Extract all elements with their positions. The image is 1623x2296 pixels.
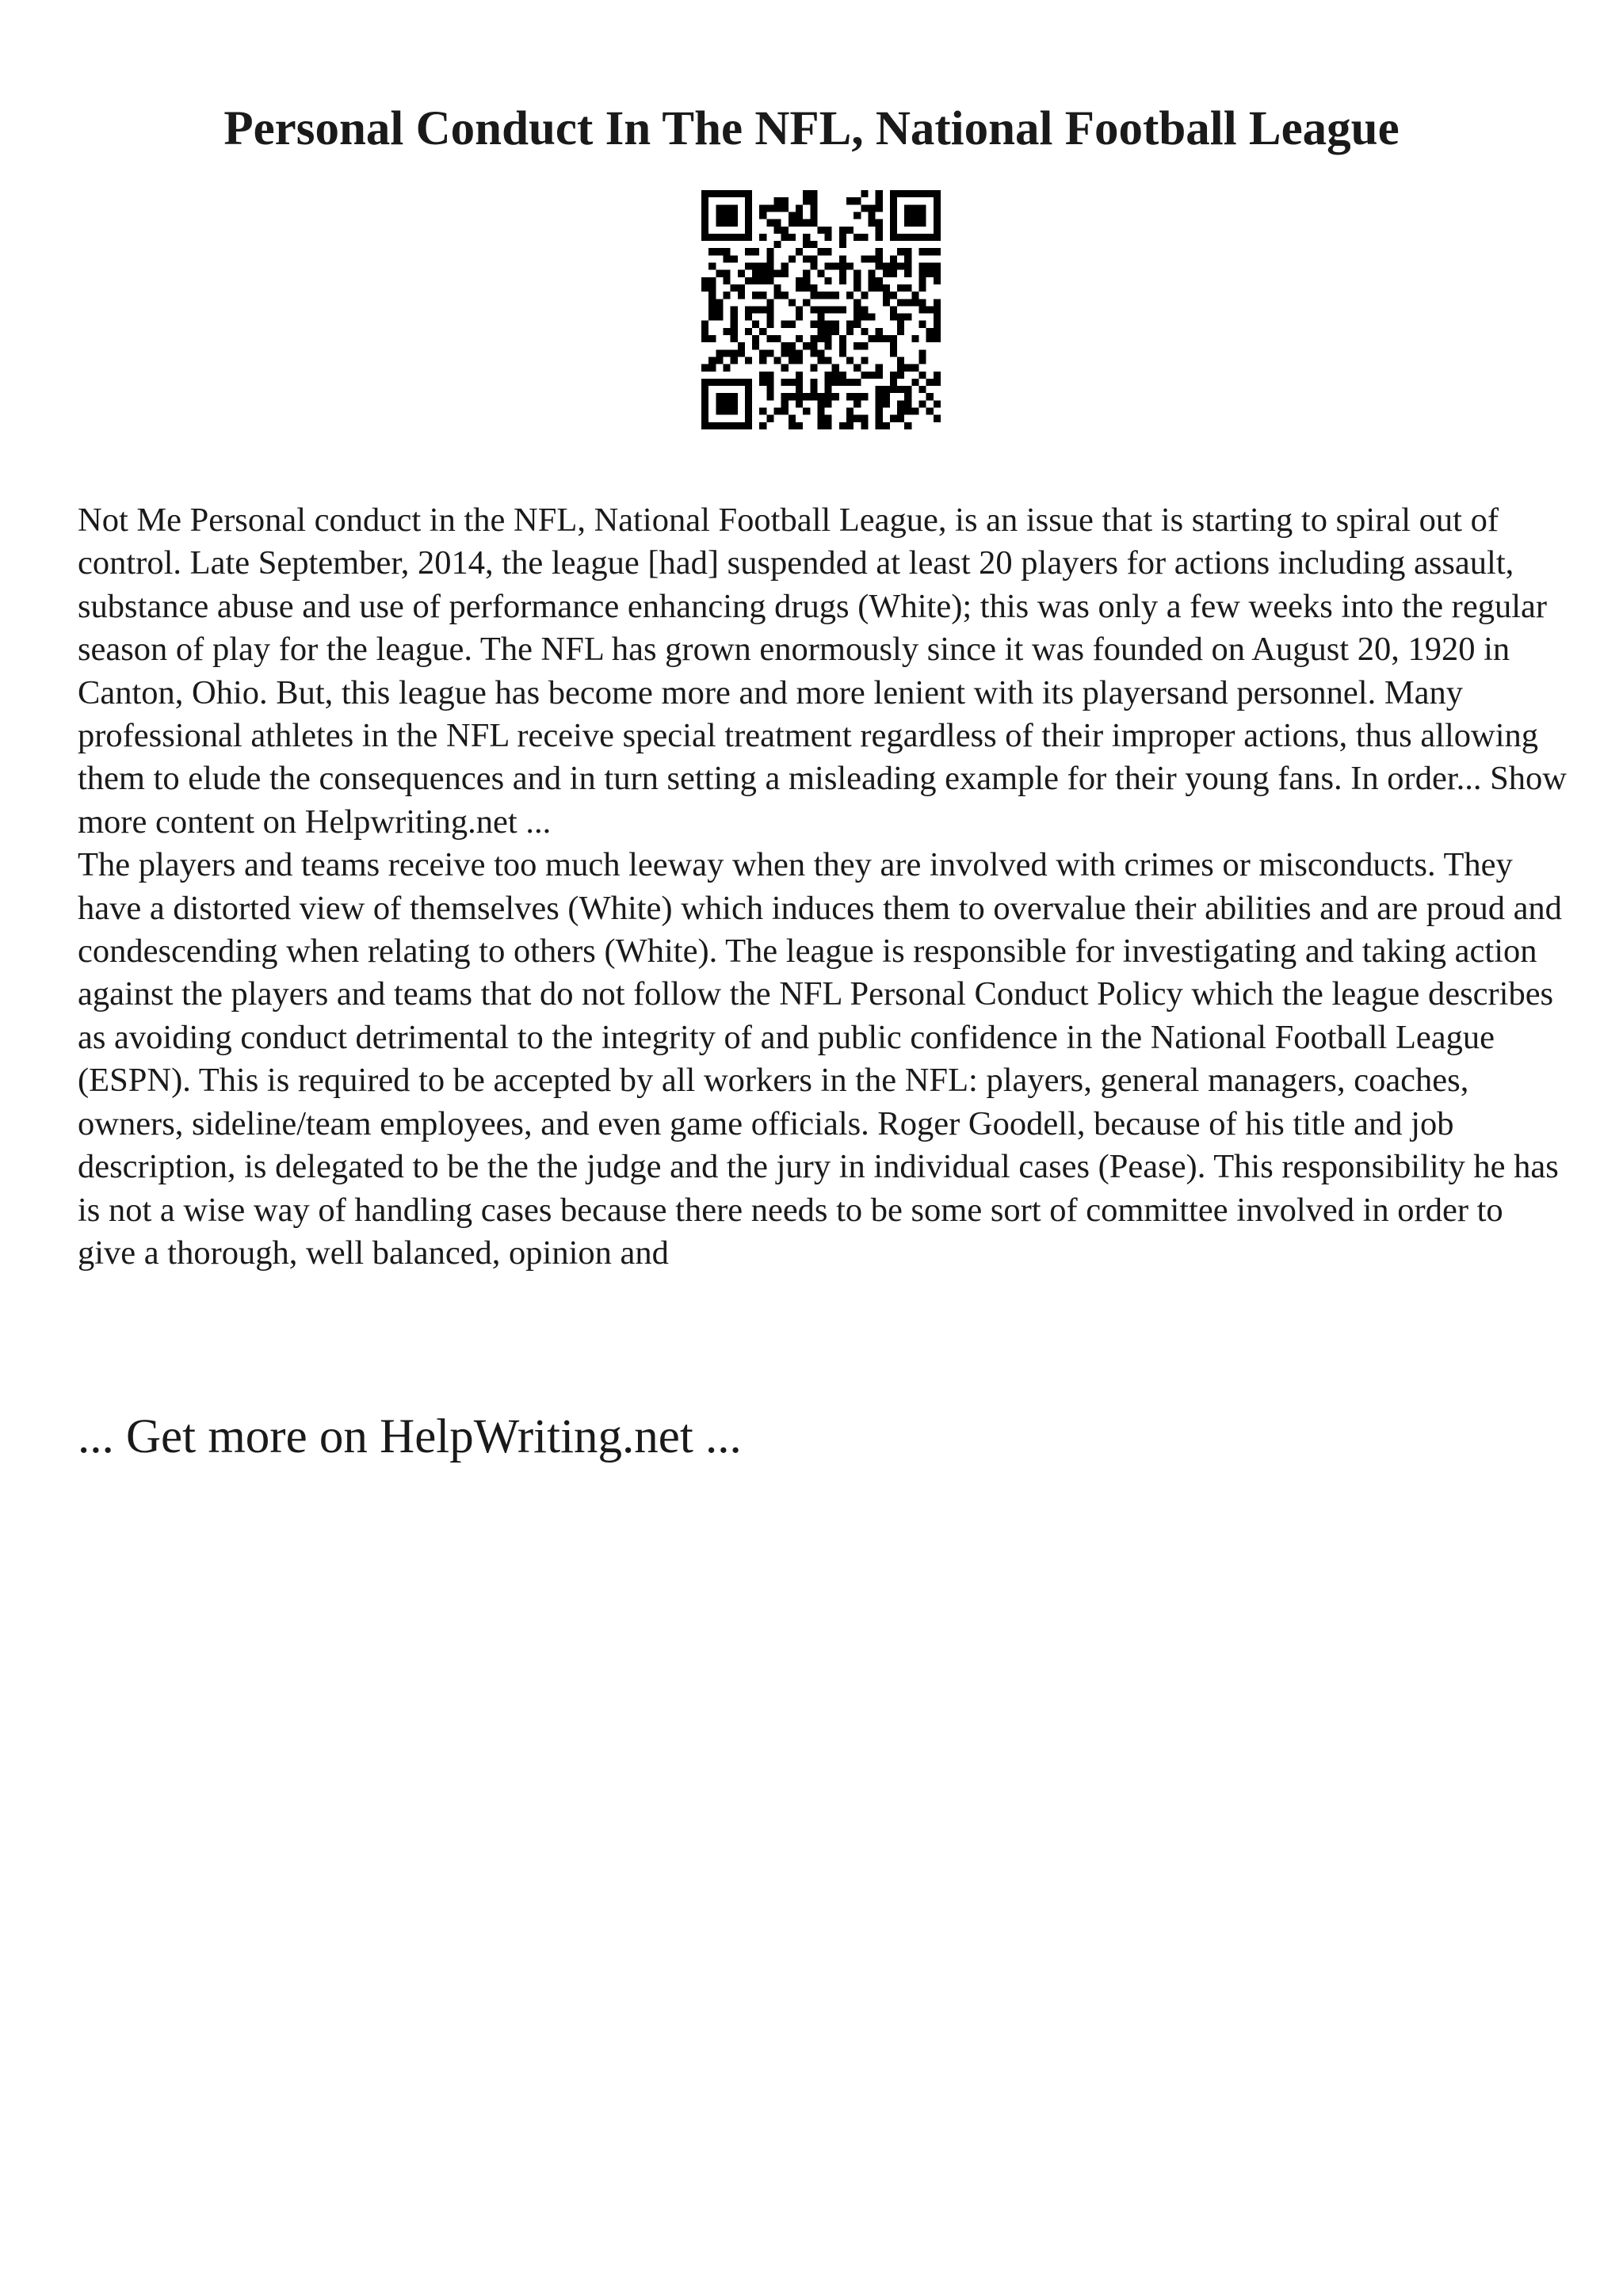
paragraph: The players and teams receive too much leeway when they are involved with crimes or misconducts. They have a distorted view of themselves (White) which induces them to overvalue their abilities and are proud and condescending when relating to others (White). The league is responsible for investigating and taking action against the players and teams that do not follow the NFL Personal Conduct Policy which the league describes as avoiding conduct detrimental to the integrity of and public confidence in the National Football League (ESPN). This is required to be accepted by all workers in the NFL: players, general managers, coaches, owners, sideline/team employees, and even game officials. Roger Goodell, because of his title and job description, is delegated to be the the judge and the jury in individual cases (Pease). This responsibility he has is not a wise way of handling cases because there needs to be some sort of committee involved in order to give a thorough, well balanced, opinion and [78,846,1562,1272]
paragraph: Not Me Personal conduct in the NFL, National Football League, is an issue that is starting to spiral out of control. Late September, 2014, the league [had] suspended at least 20 players for actions including assault, substance abuse and use of performance enhancing drugs (White); this was only a few weeks into the regular season of play for the league. The NFL has grown enormously since it was founded on August 20, 1920 in Canton, Ohio. But, this league has become more and more lenient with its playersand personnel. Many professional athletes in the NFL receive special treatment regardless of their improper actions, thus allowing them to elude the consequences and in turn setting a misleading example for their young fans. In order... Show more content on Helpwriting.net ... [78,502,1567,841]
qr-code-icon [701,190,941,429]
article-body [78,499,1568,1275]
get-more-link[interactable]: ... Get more on HelpWriting.net ... [78,1410,742,1463]
page-title: Personal Conduct In The NFL, National Football League [223,102,1400,155]
